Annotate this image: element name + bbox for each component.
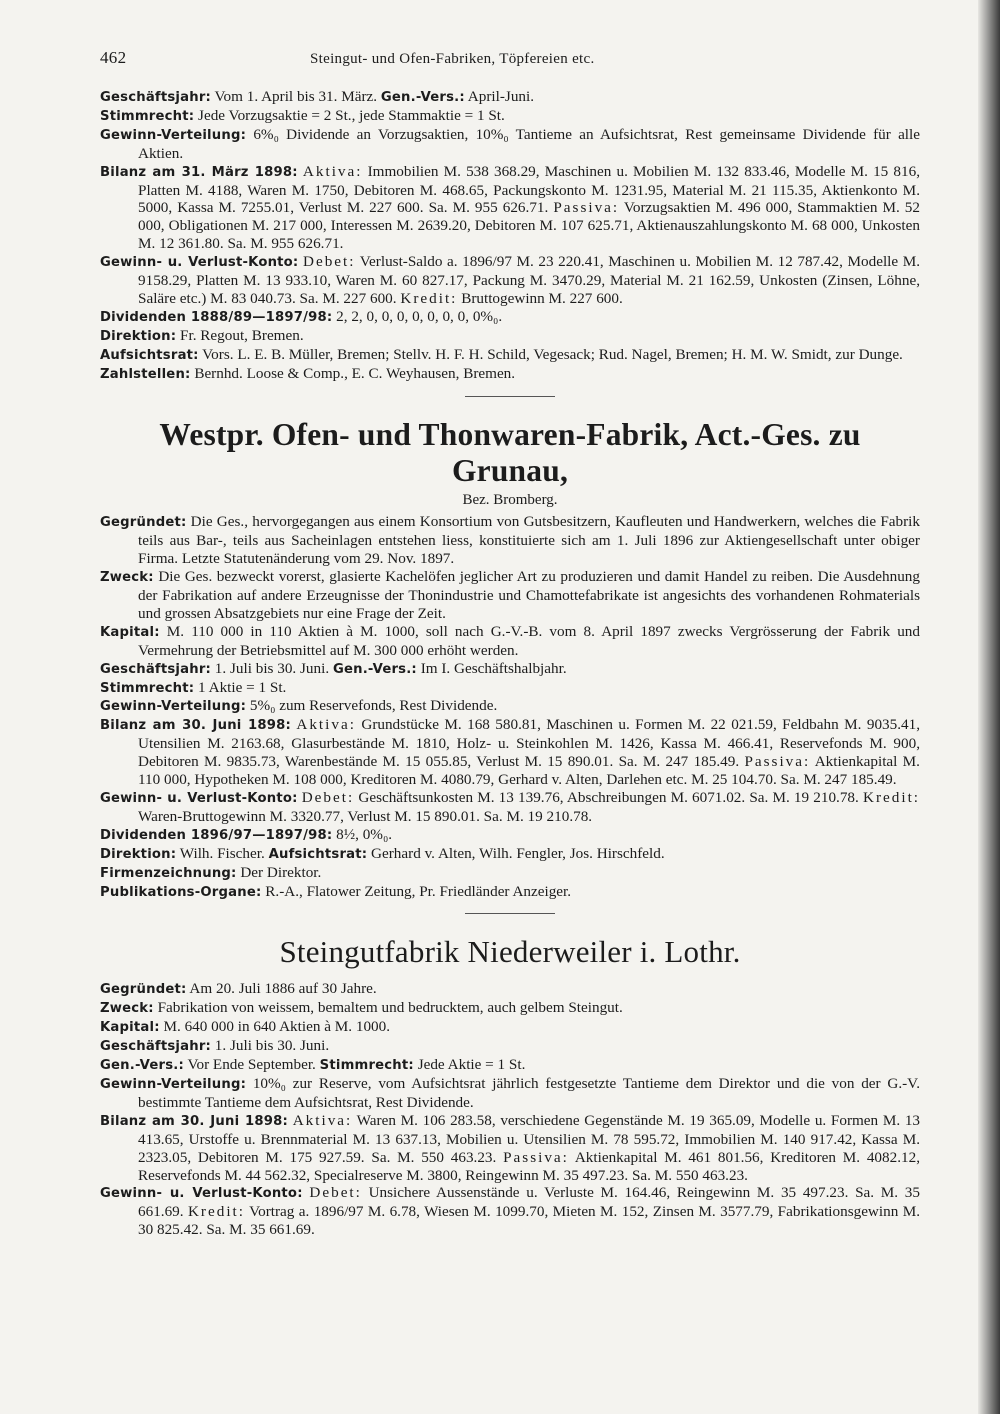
entry-gen-vers <box>100 1056 920 1075</box>
entry-text: 2, 2, 0, 0, 0, 0, 0, 0, 0, 0%₀. <box>332 307 503 325</box>
entry-stimmrecht <box>100 107 920 126</box>
company-title: Westpr. Ofen- und Thonwaren-Fabrik, Act.-Ges. zu Grunau, <box>159 416 861 488</box>
entry-label: Zweck: <box>100 570 154 586</box>
entry-label: Gewinn-Verteilung: <box>100 699 247 715</box>
entry-label: Bilanz am 31. März 1898: <box>100 164 298 180</box>
entry-text: M. 640 000 in 640 Aktien à M. 1000. <box>159 1018 391 1036</box>
entry-text: 1 Aktie = 1 St. <box>194 678 287 696</box>
entry-label: Gewinn- u. Verlust-Konto: <box>100 791 298 806</box>
entry-bilanz <box>100 163 920 254</box>
entry-text: Vom 1. April bis 31. März. <box>214 88 381 105</box>
entry-label: Publikations-Organe: <box>100 884 262 900</box>
entry-zweck <box>100 568 920 623</box>
entry-label: Firmenzeichnung: <box>100 865 237 881</box>
entry-aufsichtsrat <box>100 346 920 365</box>
entry-geschaeftsjahr <box>100 660 920 679</box>
entry-text: R.-A., Flatower Zeitung, Pr. Friedländer Anzeiger. <box>261 882 572 900</box>
entry-keyword-aktiva: Aktiva: <box>296 716 356 734</box>
entry-label: Dividenden 1896/97—1897/98: <box>100 827 333 843</box>
entry-text: Vor Ende September. <box>183 1056 320 1074</box>
section-2-grunau <box>100 417 920 902</box>
entry-text: Fr. Regout, Bremen. <box>176 326 304 344</box>
entry-gewinn-verteilung <box>100 1075 920 1112</box>
entry-text: 5%₀ zum Reservefonds, Rest Dividende. <box>246 697 498 715</box>
entry-label: Stimmrecht: <box>100 108 195 124</box>
section-3-niederweiler <box>100 934 920 1239</box>
entry-text: Vors. L. E. B. Müller, Bremen; Stellv. H. F. H. Schild, Vegesack; Rud. Nagel, Bremen; H. M. W. Smidt, zur Dunge. <box>198 345 903 363</box>
entry-label: Kapital: <box>100 1020 160 1036</box>
entry-direktion <box>100 845 920 864</box>
entry-text: 10%₀ zur Reserve, vom Aufsichtsrat jährlich festgesetzte Tantieme dem Direktor und die von der G.-V. bestimmte Tantieme dem Aufsichtsrat, Rest Dividende. <box>138 1074 920 1111</box>
entry-label: Zweck: <box>100 1001 154 1017</box>
entry-text: Fabrikation von weissem, bemaltem und bedrucktem, auch gelbem Steingut. <box>153 999 623 1017</box>
entry-text-2: Bruttogewinn M. 227 600. <box>457 289 623 307</box>
entry-label: Gewinn- u. Verlust-Konto: <box>100 255 299 271</box>
entry-label: Dividenden 1888/89—1897/98: <box>100 309 333 325</box>
book-page <box>100 48 920 1239</box>
entry-text-2: Vorzugsaktien M. 496 000, Stammaktien M. 52 000, Obligationen M. 217 000, Interessen M. 2639.20, Debitoren M. 107 625.71, Aktienauszahlungskonto M. 68 000, Unkosten M. 12 361.80. Sa. M. 955 626.71. <box>138 199 920 253</box>
entry-keyword-debet: Debet: <box>309 1184 362 1202</box>
running-title: Steingut- und Ofen-Fabriken, Töpfereien etc. <box>310 51 595 67</box>
entry-gewinn-verteilung <box>100 126 920 163</box>
entry-label: Gegründet: <box>100 982 187 998</box>
entry-label: Gen.-Vers.: <box>100 1058 184 1074</box>
entry-text-2: Aktienkapital M. 110 000, Hypotheken M. 108 000, Kreditoren M. 4080.79, Gerhard v. Alten, Darlehen etc. M. 25 104.70. Sa. M. 247 185.49. <box>138 753 920 789</box>
section-divider <box>465 396 555 397</box>
entry-gewinn-verlust <box>100 1184 920 1239</box>
entry-text: 8½, 0%₀. <box>332 825 393 843</box>
entry-label: Zahlstellen: <box>100 366 191 382</box>
entry-kapital <box>100 623 920 660</box>
entry-keyword-passiva: Passiva: <box>553 199 620 217</box>
entry-text: Unsichere Aussenstände u. Verluste M. 164.46, Reingewinn M. 35 497.23. Sa. M. 35 661.69. <box>138 1184 920 1221</box>
entry-label: Gewinn-Verteilung: <box>100 127 247 143</box>
entry-text: Die Ges., hervorgegangen aus einem Konsortium von Gutsbesitzern, Kaufleuten und Handwerkern, welches die Fabrik teils aus Bar-, teils aus Sacheinlagen entstehen liess, konstituierte sich am 1. Juli 1896 zur Aktiengesellschaft unter obiger Firma. Letzte Statutenänderung vom 29. Nov. 1897. <box>138 513 920 568</box>
entry-keyword-debet: Debet: <box>301 789 355 806</box>
entry-geschaeftsjahr <box>100 1037 920 1056</box>
entry-label: Direktion: <box>100 328 177 344</box>
entry-label: Bilanz am 30. Juni 1898: <box>100 718 291 734</box>
entry-text: Am 20. Juli 1886 auf 30 Jahre. <box>186 980 377 998</box>
section-divider <box>465 913 555 914</box>
entry-stimmrecht <box>100 679 920 698</box>
page-number: 462 <box>100 48 127 67</box>
entry-text: Jede Vorzugsaktie = 2 St., jede Stammaktie = 1 St. <box>194 106 505 124</box>
entry-label: Direktion: <box>100 846 177 862</box>
entry-text-2: Waren-Bruttogewinn M. 3320.77, Verlust M. 15 890.01. Sa. M. 19 210.78. <box>138 807 593 825</box>
entry-text: Wilh. Fischer. <box>176 844 269 862</box>
entry-text-2: April-Juni. <box>464 88 535 105</box>
entry-label-2: Gen.-Vers.: <box>380 90 465 105</box>
scan-edge-shadow <box>978 0 1000 1414</box>
entry-text: 6%₀ Dividende an Vorzugsaktien, 10%₀ Tantieme an Aufsichtsrat, Rest gemeinsame Dividende für alle Aktien. <box>138 125 920 162</box>
entry-text: Die Ges. bezweckt vorerst, glasierte Kachelöfen jeglicher Art zu produzieren und damit Handel zu reiben. Die Ausdehnung der Fabrikation auf andere Erzeugnisse der Thonindustrie und Chamottefabrikate ist angesichts des vorhandenen Rohmaterials und grossen Absatzgebiets nur eine Frage der Zeit. <box>138 568 920 622</box>
entry-geschaeftsjahr <box>100 88 920 107</box>
entry-text: Verlust-Saldo a. 1896/97 M. 23 220.41, Maschinen u. Mobilien M. 12 787.42, Modelle M. 9158.29, Platten M. 13 933.10, Waren M. 60 827.17, Packung M. 3470.29, Material M. 21 162.59, Unkosten (Zinsen, Löhne, Saläre etc.) M. 83 040.73. Sa. M. 227 600. <box>138 253 921 307</box>
entry-label: Aufsichtsrat: <box>100 347 199 363</box>
running-header <box>100 48 920 68</box>
entry-bilanz <box>100 716 920 789</box>
entry-text: Grundstücke M. 168 580.81, Maschinen u. Formen M. 22 021.59, Feldbahn M. 9035.41, Utensilien M. 2163.68, Glasurbestände M. 1810, Holz- u. Steinkohlen M. 1426, Kassa M. 466.41, Reservefonds M. 900, Debitoren M. 9835.73, Warenbestände M. 15 055.85, Verlust M. 15 890.01. Sa. M. 247 185.49. <box>138 716 921 771</box>
entry-keyword-kredit: Kredit: <box>862 789 921 806</box>
entry-kapital <box>100 1018 920 1037</box>
entry-label: Gewinn- u. Verlust-Konto: <box>100 1186 303 1202</box>
entry-text: Der Direktor. <box>236 863 322 881</box>
entry-keyword-kredit: Kredit: <box>187 1203 245 1221</box>
entry-text-2: Gerhard v. Alten, Wilh. Fengler, Jos. Hirschfeld. <box>367 844 665 862</box>
entry-label: Stimmrecht: <box>100 680 195 696</box>
entry-label: Gegründet: <box>100 515 187 531</box>
entry-label-2: Gen.-Vers.: <box>332 661 417 677</box>
entry-text: Bernhd. Loose & Comp., E. C. Weyhausen, Bremen. <box>190 364 516 382</box>
entry-publikations-organe <box>100 883 920 902</box>
entry-keyword-passiva: Passiva: <box>744 753 811 771</box>
company-subtitle: Bez. Bromberg. <box>462 491 558 508</box>
entry-gewinn-verteilung <box>100 697 920 716</box>
entry-keyword-passiva: Passiva: <box>503 1148 569 1166</box>
entry-gegruendet <box>100 980 920 999</box>
company-title: Steingutfabrik Niederweiler i. Lothr. <box>279 934 741 970</box>
entry-text: Immobilien M. 538 368.29, Maschinen u. Mobilien M. 132 833.46, Modelle M. 15 816, Platten M. 4188, Waren M. 1750, Debitoren M. 468.65, Packungskonto M. 1231.95, Material M. 21 115.35, Aktienkonto M. 5000, Kassa M. 7255.01, Verlust M. 227 600. Sa. M. 955 626.71. <box>138 162 920 217</box>
entry-dividenden <box>100 826 920 845</box>
entry-text: 1. Juli bis 30. Juni. <box>211 1037 330 1055</box>
entry-label-2: Aufsichtsrat: <box>268 846 368 862</box>
entry-text-2: Vortrag a. 1896/97 M. 6.78, Wiesen M. 1099.70, Mieten M. 152, Zinsen M. 3577.79, Fabrikationsgewinn M. 30 825.42. Sa. M. 35 661.69. <box>138 1203 921 1239</box>
section-1-continuation <box>100 88 920 384</box>
entry-label: Geschäftsjahr: <box>100 661 211 677</box>
entry-bilanz <box>100 1112 920 1185</box>
entry-text: Geschäftsunkosten M. 13 139.76, Abschreibungen M. 6071.02. Sa. M. 19 210.78. <box>354 789 863 806</box>
entry-label: Geschäftsjahr: <box>100 1039 211 1055</box>
entry-firmenzeichnung <box>100 864 920 883</box>
entry-text-2: Im I. Geschäftshalbjahr. <box>416 659 567 677</box>
entry-gewinn-verlust <box>100 789 920 826</box>
entry-keyword-kredit: Kredit: <box>400 289 458 307</box>
entry-keyword-debet: Debet: <box>302 253 356 271</box>
entry-zweck <box>100 999 920 1018</box>
entry-text: 1. Juli bis 30. Juni. <box>211 659 333 677</box>
entry-label: Kapital: <box>100 624 160 640</box>
entry-dividenden <box>100 308 920 327</box>
entry-text-2: Jede Aktie = 1 St. <box>413 1056 526 1074</box>
entry-label-2: Stimmrecht: <box>319 1058 414 1074</box>
entry-gewinn-verlust <box>100 253 920 308</box>
entry-keyword-aktiva: Aktiva: <box>292 1111 353 1129</box>
entry-text-2: Aktienkapital M. 461 801.56, Kreditoren M. 4082.12, Reservefonds M. 44 562.32, Specialreserve M. 3800, Reingewinn M. 35 497.23. Sa. M. 550 463.23. <box>138 1148 920 1184</box>
entry-direktion <box>100 327 920 346</box>
entry-label: Bilanz am 30. Juni 1898: <box>100 1113 288 1129</box>
entry-gegruendet <box>100 513 920 568</box>
entry-text: Waren M. 106 283.58, verschiedene Gegenstände M. 19 365.09, Modelle u. Formen M. 13 413.65, Urstoffe u. Brennmaterial M. 13 637.13, Mobilien u. Utensilien M. 78 595.72, Immobilien M. 140 917.42, Kassa M. 2323.05, Debitoren M. 175 927.59. Sa. M. 550 463.23. <box>138 1111 921 1166</box>
entry-label: Gewinn-Verteilung: <box>100 1076 247 1092</box>
entry-keyword-aktiva: Aktiva: <box>302 162 363 180</box>
entry-text: M. 110 000 in 110 Aktien à M. 1000, soll nach G.-V.-B. vom 8. April 1897 zwecks Vergrösserung der Fabrik und Vermehrung der Betriebsmittel auf M. 300 000 erhöht werden. <box>138 622 920 659</box>
entry-label: Geschäftsjahr: <box>100 90 211 105</box>
entry-zahlstellen <box>100 365 920 384</box>
